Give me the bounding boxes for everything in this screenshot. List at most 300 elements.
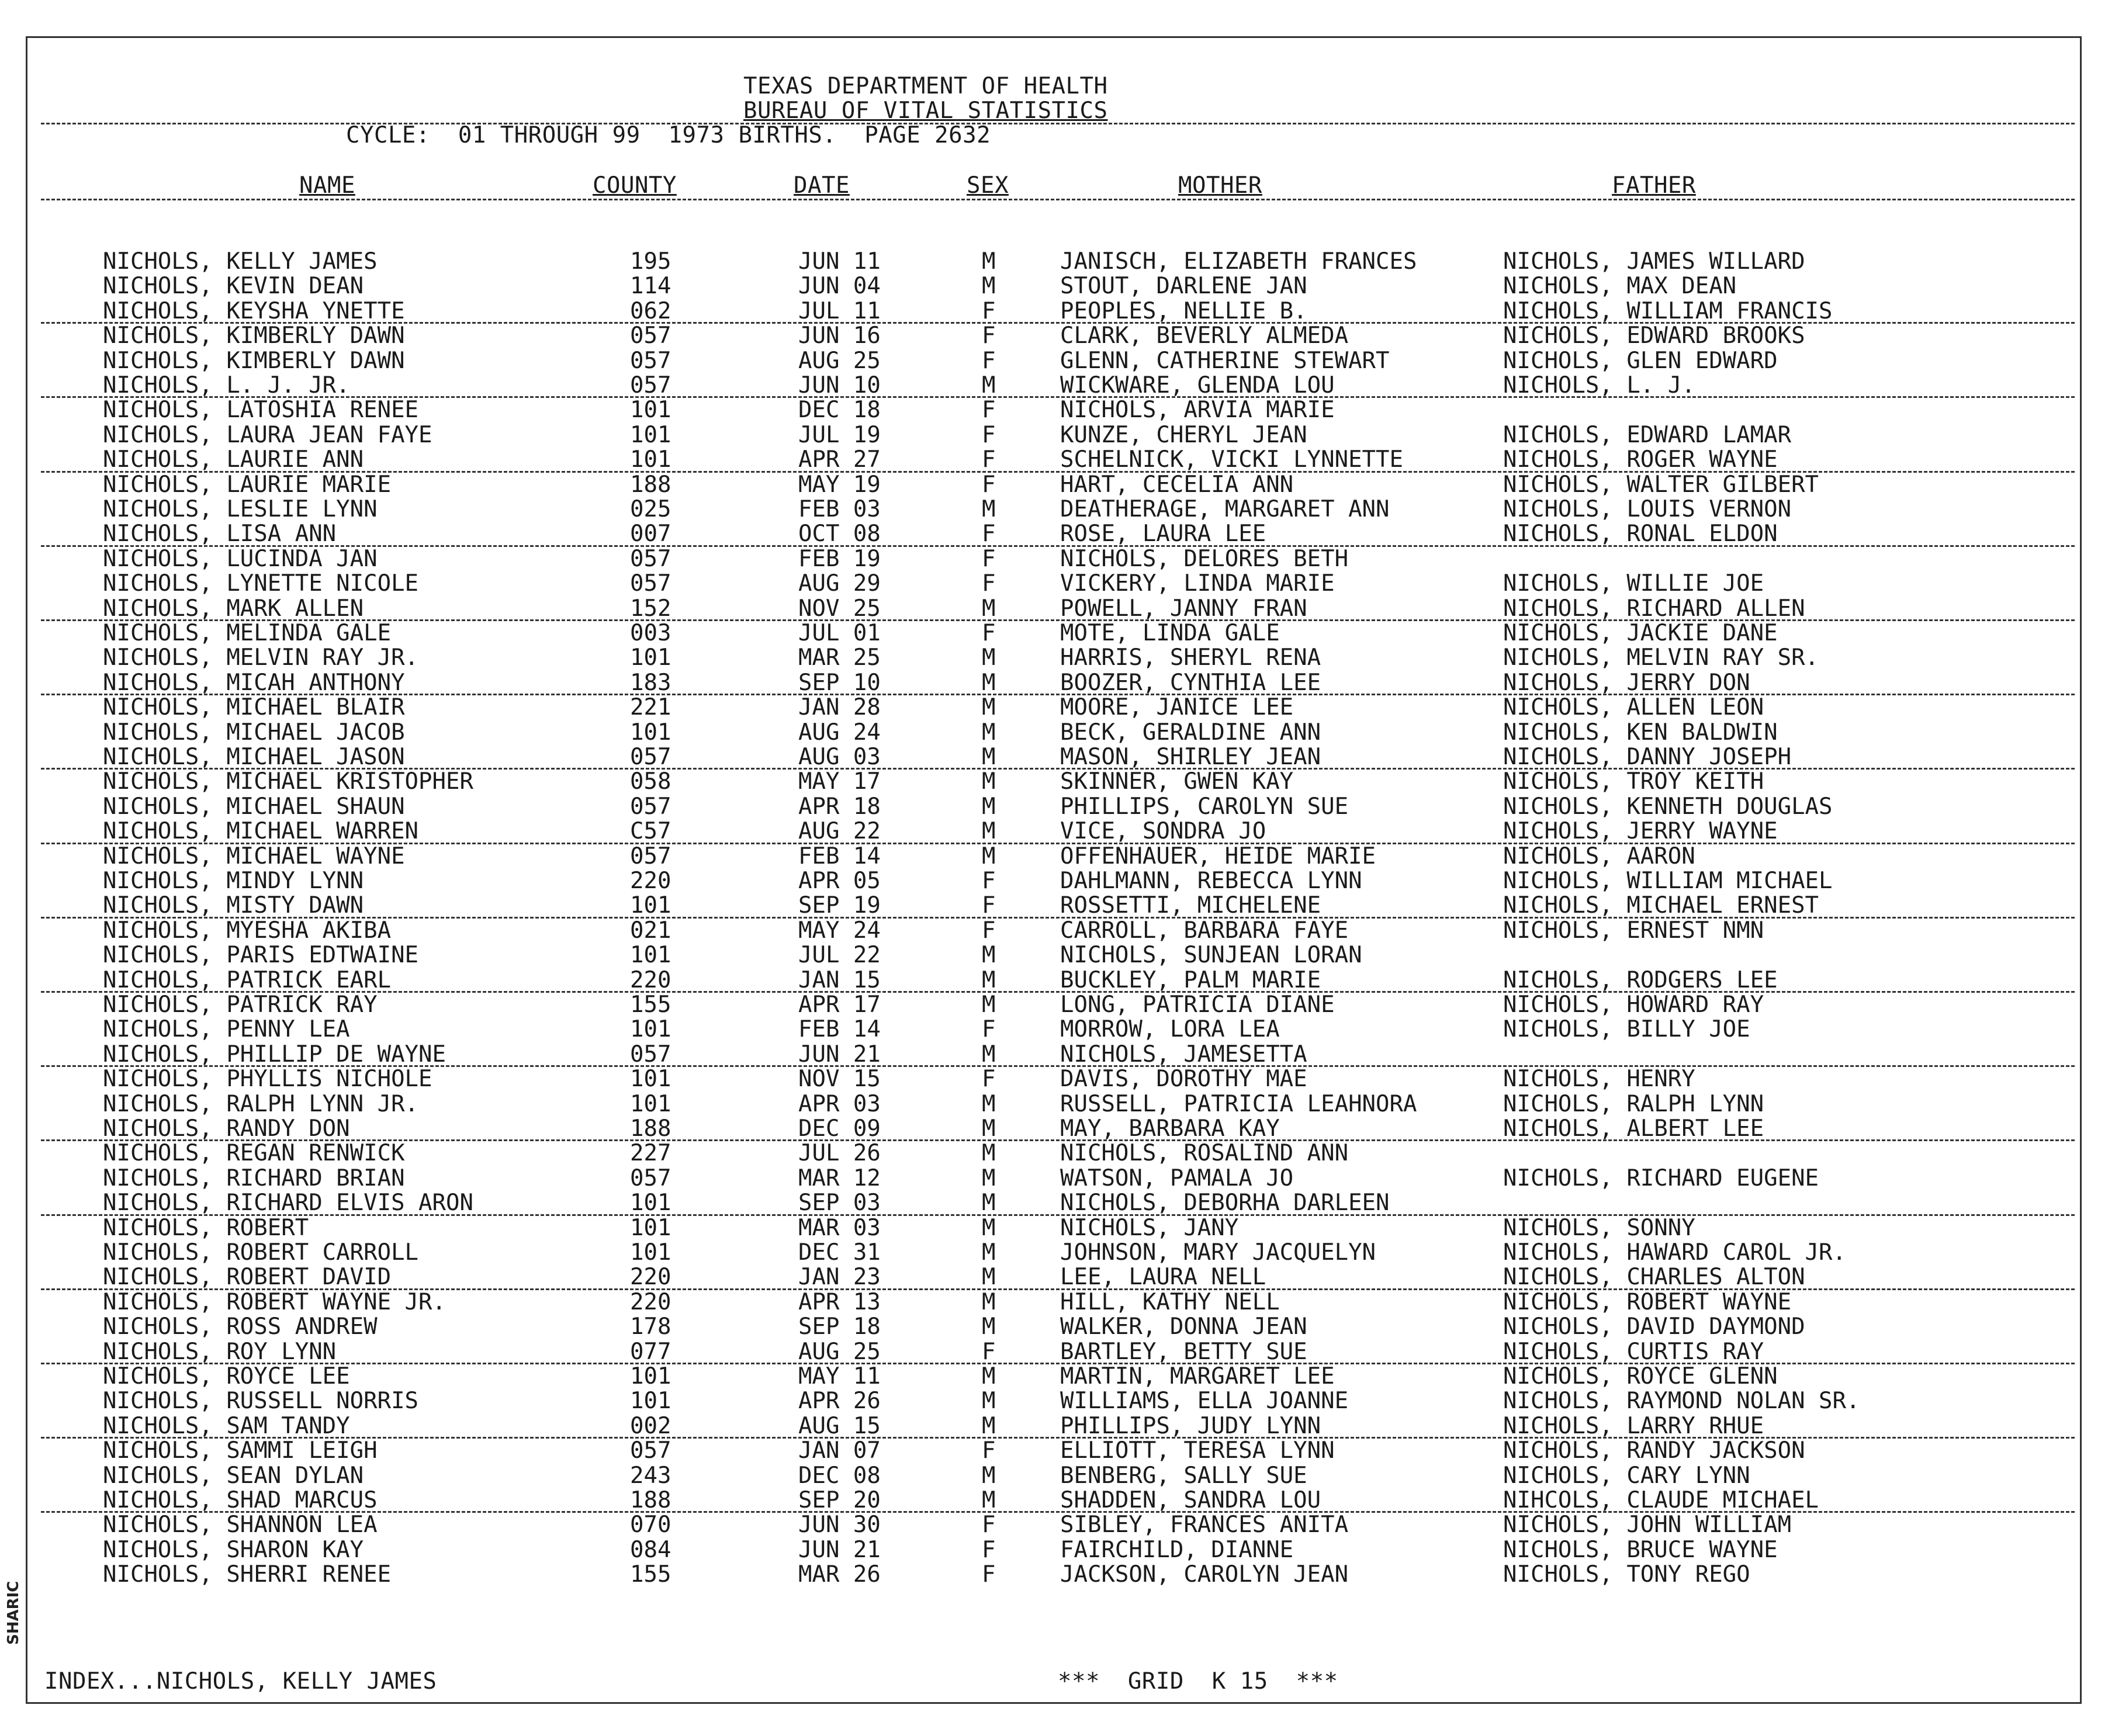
record-mother: NICHOLS, DEBORHA DARLEEN [1060,1190,1390,1217]
record-mother: HART, CECELIA ANN [1060,471,1294,498]
record-date: MAY 19 [798,471,881,498]
record-date: JUN 21 [798,1536,881,1563]
record-county: 243 [630,1462,671,1489]
record-county: 178 [630,1314,671,1340]
record-county: 101 [630,892,671,919]
record-sex: M [982,942,996,969]
record-name: NICHOLS, MELINDA GALE [103,620,392,646]
record-father: NICHOLS, EDWARD BROOKS [1503,323,1805,349]
record-father: NICHOLS, JAMES WILLARD [1503,248,1805,275]
record-name: NICHOLS, MICHAEL WAYNE [103,843,405,869]
record-name: NICHOLS, KELLY JAMES [103,248,378,275]
record-mother: LEE, LAURA NELL [1060,1264,1266,1291]
record-name: NICHOLS, PATRICK EARL [103,966,392,993]
record-sex: F [982,297,996,324]
record-father: NICHOLS, EDWARD LAMAR [1503,421,1792,448]
record-name: NICHOLS, ROYCE LEE [103,1363,350,1390]
record-row [0,794,2104,820]
record-date: JAN 07 [798,1437,881,1464]
record-name: NICHOLS, MICAH ANTHONY [103,669,405,696]
record-father: NICHOLS, ALBERT LEE [1503,1115,1764,1142]
record-row [0,1190,2104,1216]
bureau-title: BUREAU OF VITAL STATISTICS [743,98,1108,124]
record-father: NICHOLS, JACKIE DANE [1503,620,1778,646]
record-row [0,323,2104,349]
record-mother: STOUT, DARLENE JAN [1060,273,1307,300]
record-date: JUN 11 [798,248,881,275]
record-date: DEC 18 [798,397,881,424]
record-date: AUG 22 [798,818,881,845]
record-sex: M [982,1412,996,1439]
record-date: APR 03 [798,1090,881,1117]
record-father: NICHOLS, BILLY JOE [1503,1016,1750,1043]
col-father-header: FATHER [1612,172,1696,199]
record-mother: DAHLMANN, REBECCA LYNN [1060,868,1362,894]
record-row [0,1463,2104,1489]
record-county: 003 [630,620,671,646]
grid-footer: *** GRID K 15 *** [1058,1668,1338,1695]
record-name: NICHOLS, KEVIN DEAN [103,273,364,300]
record-row [0,1388,2104,1414]
record-county: 057 [630,372,671,399]
record-date: APR 17 [798,992,881,1018]
record-row [0,1116,2104,1142]
record-row [0,571,2104,597]
record-row [0,695,2104,720]
record-name: NICHOLS, RUSSELL NORRIS [103,1388,419,1415]
record-row [0,645,2104,671]
record-row [0,1017,2104,1042]
record-date: OCT 08 [798,521,881,548]
record-name: NICHOLS, L. J. JR. [103,372,350,399]
record-father: NICHOLS, CARY LYNN [1503,1462,1750,1489]
record-mother: KUNZE, CHERYL JEAN [1060,421,1307,448]
record-row [0,1042,2104,1068]
record-name: NICHOLS, PARIS EDTWAINE [103,942,419,969]
record-father: NICHOLS, ROBERT WAYNE [1503,1288,1792,1315]
record-county: 101 [630,1388,671,1415]
record-row [0,1364,2104,1390]
record-county: 062 [630,297,671,324]
record-father: NICHOLS, JOHN WILLIAM [1503,1512,1792,1539]
record-name: NICHOLS, SHERRI RENEE [103,1561,392,1588]
record-father: NICHOLS, RAYMOND NOLAN SR. [1503,1388,1860,1415]
record-sex: F [982,917,996,944]
record-father: NICHOLS, ROGER WAYNE [1503,446,1778,473]
record-date: SEP 03 [798,1190,881,1217]
record-county: 188 [630,1115,671,1142]
record-name: NICHOLS, MINDY LYNN [103,868,364,894]
record-mother: NICHOLS, DELORES BETH [1060,545,1349,572]
record-county: 057 [630,793,671,820]
record-county: 183 [630,669,671,696]
record-sex: M [982,1363,996,1390]
record-county: 227 [630,1140,671,1167]
record-row [0,422,2104,448]
record-date: APR 13 [798,1288,881,1315]
record-name: NICHOLS, PHILLIP DE WAYNE [103,1041,446,1068]
record-row [0,521,2104,547]
record-father: NICHOLS, LOUIS VERNON [1503,496,1792,522]
record-county: 101 [630,942,671,969]
record-row [0,1413,2104,1439]
record-name: NICHOLS, LAURA JEAN FAYE [103,421,432,448]
record-date: JAN 23 [798,1264,881,1291]
record-mother: DEATHERAGE, MARGARET ANN [1060,496,1390,522]
record-date: DEC 31 [798,1239,881,1266]
record-date: FEB 14 [798,843,881,869]
record-name: NICHOLS, ROBERT CARROLL [103,1239,419,1266]
record-row [0,497,2104,522]
record-row [0,1438,2104,1464]
agency-title: TEXAS DEPARTMENT OF HEALTH [743,73,1108,99]
record-mother: NICHOLS, JANY [1060,1214,1239,1241]
record-row [0,621,2104,646]
record-sex: M [982,1288,996,1315]
col-county-header: COUNTY [593,172,677,199]
record-row [0,546,2104,572]
record-mother: SHADDEN, SANDRA LOU [1060,1487,1321,1513]
record-name: NICHOLS, PATRICK RAY [103,992,378,1018]
record-father: NICHOLS, SONNY [1503,1214,1695,1241]
record-father: NICHOLS, RODGERS LEE [1503,966,1778,993]
record-date: JUL 22 [798,942,881,969]
record-sex: M [982,768,996,795]
record-sex: M [982,719,996,746]
record-county: 155 [630,1561,671,1588]
record-row [0,720,2104,746]
record-father: NICHOLS, RICHARD ALLEN [1503,595,1805,622]
record-mother: MOTE, LINDA GALE [1060,620,1280,646]
record-sex: M [982,1090,996,1117]
col-mother-header: MOTHER [1178,172,1262,199]
record-row [0,348,2104,374]
record-sex: F [982,1338,996,1365]
record-name: NICHOLS, MARK ALLEN [103,595,364,622]
record-father: NICHOLS, JERRY WAYNE [1503,818,1778,845]
record-county: 188 [630,1487,671,1513]
side-label: SHARIC [5,1581,22,1645]
record-county: 101 [630,1090,671,1117]
record-date: AUG 03 [798,744,881,770]
record-father: NICHOLS, RONAL ELDON [1503,521,1778,548]
record-father: NICHOLS, RALPH LYNN [1503,1090,1764,1117]
record-county: 114 [630,273,671,300]
record-father: NIHCOLS, CLAUDE MICHAEL [1503,1487,1819,1513]
record-county: C57 [630,818,671,845]
record-row [0,472,2104,498]
record-father: NICHOLS, GLEN EDWARD [1503,347,1778,374]
record-sex: F [982,1536,996,1563]
record-date: JUN 10 [798,372,881,399]
record-sex: M [982,1165,996,1191]
record-father: NICHOLS, WILLIE JOE [1503,570,1764,597]
record-date: JUN 30 [798,1512,881,1539]
record-mother: ROSE, LAURA LEE [1060,521,1266,548]
record-county: 221 [630,694,671,721]
record-date: MAY 17 [798,768,881,795]
record-sex: M [982,1190,996,1217]
cycle-line: CYCLE: 01 THROUGH 99 1973 BIRTHS. PAGE 2632 [346,122,991,148]
record-sex: M [982,496,996,522]
record-mother: JACKSON, CAROLYN JEAN [1060,1561,1349,1588]
record-name: NICHOLS, MICHAEL SHAUN [103,793,405,820]
record-county: 152 [630,595,671,622]
record-sex: F [982,620,996,646]
record-father: NICHOLS, HENRY [1503,1066,1695,1093]
record-name: NICHOLS, SHANNON LEA [103,1512,378,1539]
record-name: NICHOLS, LATOSHIA RENEE [103,397,419,424]
record-sex: M [982,1239,996,1266]
record-date: AUG 25 [798,1338,881,1365]
record-sex: M [982,372,996,399]
record-mother: WICKWARE, GLENDA LOU [1060,372,1335,399]
record-father: NICHOLS, KENNETH DOUGLAS [1503,793,1833,820]
record-name: NICHOLS, SHARON KAY [103,1536,364,1563]
record-row [0,968,2104,993]
record-name: NICHOLS, LUCINDA JAN [103,545,378,572]
record-row [0,1141,2104,1166]
record-row [0,670,2104,696]
header-rule-2 [41,199,2075,200]
record-mother: HARRIS, SHERYL RENA [1060,644,1321,671]
record-name: NICHOLS, LYNETTE NICOLE [103,570,419,597]
record-county: 057 [630,570,671,597]
record-father: NICHOLS, AARON [1503,843,1695,869]
record-county: 058 [630,768,671,795]
record-county: 057 [630,323,671,349]
record-name: NICHOLS, SAMMI LEIGH [103,1437,378,1464]
record-county: 101 [630,644,671,671]
record-mother: BUCKLEY, PALM MARIE [1060,966,1321,993]
record-father: NICHOLS, ERNEST NMN [1503,917,1764,944]
record-name: NICHOLS, ROBERT DAVID [103,1264,392,1291]
record-mother: NICHOLS, ROSALIND ANN [1060,1140,1349,1167]
record-name: NICHOLS, SHAD MARCUS [103,1487,378,1513]
record-mother: JANISCH, ELIZABETH FRANCES [1060,248,1417,275]
record-mother: CARROLL, BARBARA FAYE [1060,917,1349,944]
record-county: 101 [630,1239,671,1266]
record-date: JUN 21 [798,1041,881,1068]
record-row [0,447,2104,473]
record-row [0,868,2104,894]
record-county: 101 [630,1066,671,1093]
record-county: 025 [630,496,671,522]
record-sex: M [982,744,996,770]
record-county: 220 [630,1264,671,1291]
record-row [0,844,2104,869]
record-name: NICHOLS, ROY LYNN [103,1338,337,1365]
record-name: NICHOLS, REGAN RENWICK [103,1140,405,1167]
record-sex: F [982,1437,996,1464]
record-row [0,819,2104,844]
record-father: NICHOLS, KEN BALDWIN [1503,719,1778,746]
record-mother: NICHOLS, SUNJEAN LORAN [1060,942,1362,969]
record-county: 084 [630,1536,671,1563]
record-county: 007 [630,521,671,548]
record-county: 101 [630,421,671,448]
record-row [0,596,2104,622]
record-row [0,1488,2104,1513]
record-sex: F [982,892,996,919]
record-row [0,893,2104,919]
record-father: NICHOLS, MICHAEL ERNEST [1503,892,1819,919]
record-sex: F [982,446,996,473]
record-county: 101 [630,397,671,424]
record-date: JUL 11 [798,297,881,324]
record-father: NICHOLS, HOWARD RAY [1503,992,1764,1018]
record-father: NICHOLS, WALTER GILBERT [1503,471,1819,498]
record-sex: M [982,1214,996,1241]
record-row [0,1512,2104,1538]
record-father: NICHOLS, BRUCE WAYNE [1503,1536,1778,1563]
record-mother: FAIRCHILD, DIANNE [1060,1536,1294,1563]
record-row [0,1264,2104,1290]
record-row [0,1537,2104,1563]
record-date: SEP 20 [798,1487,881,1513]
record-county: 101 [630,1016,671,1043]
record-name: NICHOLS, MISTY DAWN [103,892,364,919]
record-sex: M [982,843,996,869]
record-mother: JOHNSON, MARY JACQUELYN [1060,1239,1376,1266]
record-sex: F [982,868,996,894]
record-father: NICHOLS, WILLIAM FRANCIS [1503,297,1833,324]
record-row [0,1562,2104,1588]
record-county: 002 [630,1412,671,1439]
record-name: NICHOLS, SAM TANDY [103,1412,350,1439]
record-mother: GLENN, CATHERINE STEWART [1060,347,1390,374]
record-mother: CLARK, BEVERLY ALMEDA [1060,323,1349,349]
record-sex: M [982,793,996,820]
record-name: NICHOLS, RALPH LYNN JR. [103,1090,419,1117]
record-name: NICHOLS, MYESHA AKIBA [103,917,392,944]
record-county: 057 [630,744,671,770]
record-date: MAY 24 [798,917,881,944]
col-date-header: DATE [794,172,850,199]
record-date: MAY 11 [798,1363,881,1390]
col-name-header: NAME [299,172,355,199]
record-father: NICHOLS, ALLEN LEON [1503,694,1764,721]
record-date: APR 05 [798,868,881,894]
record-sex: F [982,1066,996,1093]
record-county: 077 [630,1338,671,1365]
record-mother: WALKER, DONNA JEAN [1060,1314,1307,1340]
record-father: NICHOLS, L. J. [1503,372,1695,399]
record-mother: DAVIS, DOROTHY MAE [1060,1066,1307,1093]
record-date: DEC 09 [798,1115,881,1142]
record-name: NICHOLS, LISA ANN [103,521,337,548]
record-mother: RUSSELL, PATRICIA LEAHNORA [1060,1090,1417,1117]
record-date: SEP 19 [798,892,881,919]
record-mother: VICKERY, LINDA MARIE [1060,570,1335,597]
record-mother: MAY, BARBARA KAY [1060,1115,1280,1142]
record-county: 101 [630,719,671,746]
record-mother: NICHOLS, JAMESETTA [1060,1041,1307,1068]
record-sex: M [982,966,996,993]
record-mother: PEOPLES, NELLIE B. [1060,297,1307,324]
record-name: NICHOLS, MELVIN RAY JR. [103,644,419,671]
record-name: NICHOLS, LAURIE MARIE [103,471,392,498]
record-mother: PHILLIPS, CAROLYN SUE [1060,793,1349,820]
record-sex: M [982,1115,996,1142]
record-date: JAN 28 [798,694,881,721]
record-county: 195 [630,248,671,275]
record-row [0,918,2104,944]
record-mother: BOOZER, CYNTHIA LEE [1060,669,1321,696]
record-row [0,249,2104,275]
record-mother: LONG, PATRICIA DIANE [1060,992,1335,1018]
record-date: APR 27 [798,446,881,473]
record-father: NICHOLS, DAVID DAYMOND [1503,1314,1805,1340]
record-father: NICHOLS, WILLIAM MICHAEL [1503,868,1833,894]
record-row [0,299,2104,324]
record-name: NICHOLS, MICHAEL WARREN [103,818,419,845]
record-sex: M [982,1462,996,1489]
record-county: 101 [630,446,671,473]
record-name: NICHOLS, MICHAEL KRISTOPHER [103,768,473,795]
record-sex: M [982,248,996,275]
record-date: NOV 15 [798,1066,881,1093]
record-father: NICHOLS, HAWARD CAROL JR. [1503,1239,1846,1266]
record-name: NICHOLS, KEYSHA YNETTE [103,297,405,324]
record-name: NICHOLS, MICHAEL JACOB [103,719,405,746]
record-date: DEC 08 [798,1462,881,1489]
col-sex-header: SEX [967,172,1009,199]
record-row [0,1240,2104,1266]
record-name: NICHOLS, RICHARD ELVIS ARON [103,1190,473,1217]
record-father: NICHOLS, LARRY RHUE [1503,1412,1764,1439]
record-county: 057 [630,843,671,869]
record-name: NICHOLS, RANDY DON [103,1115,350,1142]
record-date: FEB 19 [798,545,881,572]
record-sex: F [982,1561,996,1588]
record-county: 057 [630,1041,671,1068]
record-sex: M [982,669,996,696]
record-mother: OFFENHAUER, HEIDE MARIE [1060,843,1376,869]
record-father: NICHOLS, TONY REGO [1503,1561,1750,1588]
record-date: JUL 26 [798,1140,881,1167]
record-row [0,1166,2104,1191]
record-date: APR 18 [798,793,881,820]
record-date: MAR 12 [798,1165,881,1191]
record-date: JUL 19 [798,421,881,448]
record-date: AUG 24 [798,719,881,746]
record-row [0,744,2104,770]
record-mother: VICE, SONDRA JO [1060,818,1266,845]
record-county: 101 [630,1214,671,1241]
record-mother: MASON, SHIRLEY JEAN [1060,744,1321,770]
record-sex: F [982,521,996,548]
record-county: 057 [630,545,671,572]
record-father: NICHOLS, DANNY JOSEPH [1503,744,1792,770]
record-date: FEB 14 [798,1016,881,1043]
record-row [0,1339,2104,1365]
record-father: NICHOLS, TROY KEITH [1503,768,1764,795]
record-county: 220 [630,966,671,993]
record-row [0,1092,2104,1117]
record-mother: NICHOLS, ARVIA MARIE [1060,397,1335,424]
record-date: AUG 29 [798,570,881,597]
record-county: 220 [630,868,671,894]
record-sex: F [982,397,996,424]
record-sex: M [982,1487,996,1513]
record-father: NICHOLS, ROYCE GLENN [1503,1363,1778,1390]
index-footer: INDEX...NICHOLS, KELLY JAMES [44,1668,437,1695]
record-mother: PHILLIPS, JUDY LYNN [1060,1412,1321,1439]
record-name: NICHOLS, PHYLLIS NICHOLE [103,1066,432,1093]
record-name: NICHOLS, MICHAEL JASON [103,744,405,770]
record-mother: SIBLEY, FRANCES ANITA [1060,1512,1349,1539]
